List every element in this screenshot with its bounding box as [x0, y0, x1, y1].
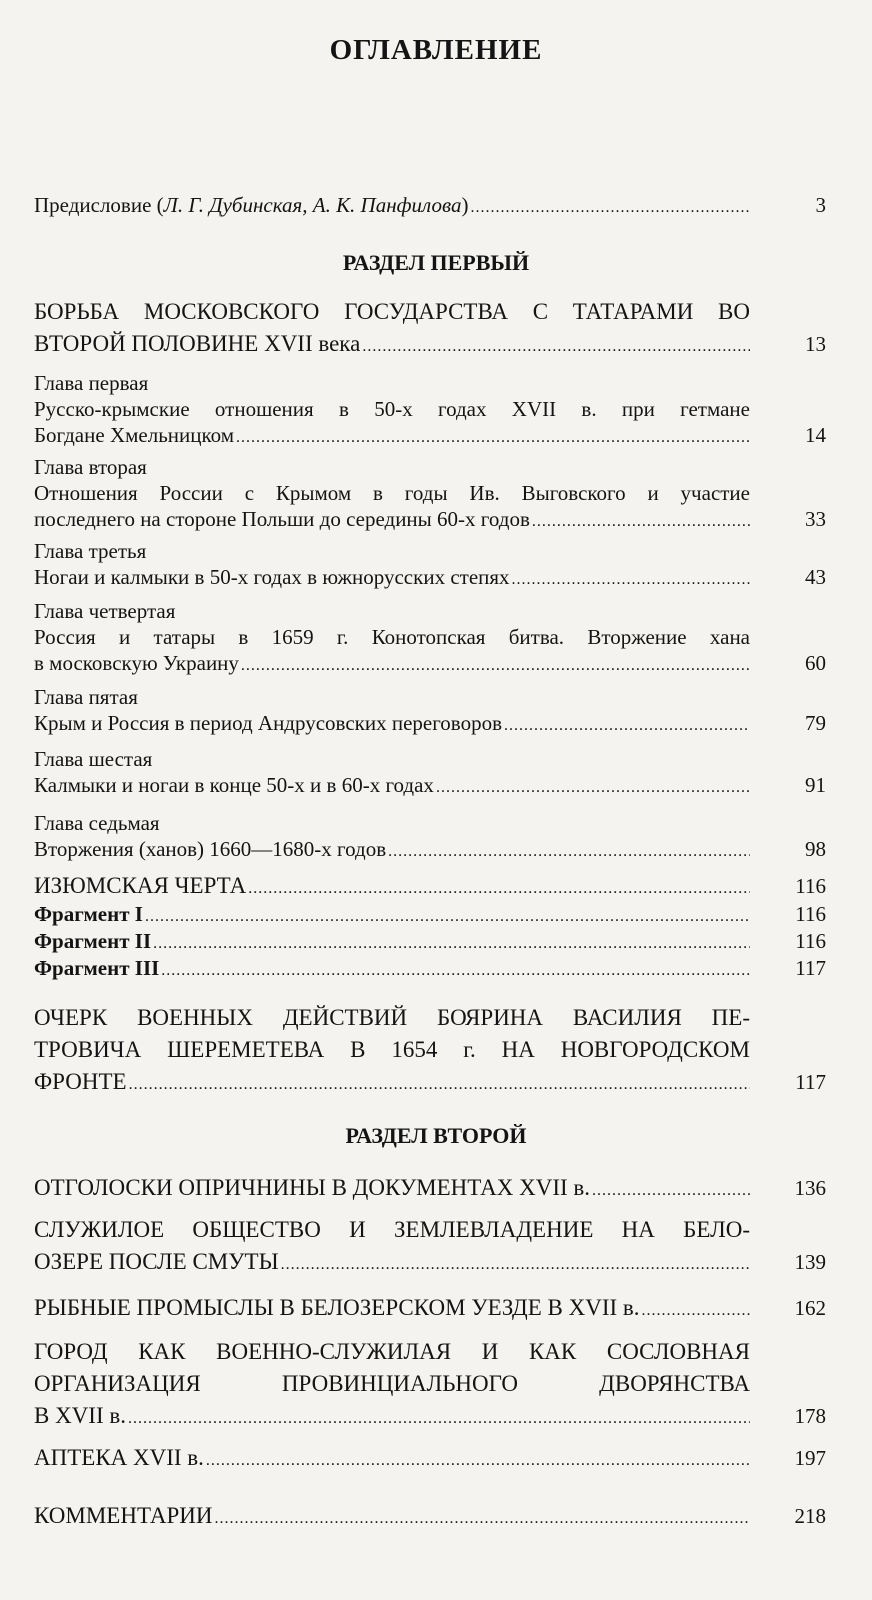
page-number: 13	[805, 332, 826, 356]
toc-entry-chapter-3[interactable]	[34, 538, 826, 590]
toc-entry-pharmacy[interactable]	[34, 1442, 826, 1474]
entry-line: ОРГАНИЗАЦИЯ ПРОВИНЦИАЛЬНОГО ДВОРЯНСТВА	[34, 1371, 750, 1396]
toc-entry-part-1[interactable]	[34, 296, 826, 360]
toc-entry-beloozero[interactable]	[34, 1214, 826, 1278]
page-number: 43	[805, 565, 826, 589]
leader-dots	[161, 958, 750, 984]
page-number: 98	[805, 837, 826, 861]
leader-dots	[129, 1069, 750, 1101]
leader-dots	[153, 931, 750, 957]
toc-entry-fragment-2[interactable]	[34, 928, 826, 954]
leader-dots	[281, 1249, 750, 1281]
entry-line: Калмыки и ногаи в конце 50-х и в 60-х годах	[34, 773, 434, 797]
entry-line: ИЗЮМСКАЯ ЧЕРТА	[34, 873, 247, 898]
entry-line: АПТЕКА XVII в.	[34, 1445, 204, 1470]
leader-dots	[592, 1175, 750, 1207]
chapter-label: Глава пятая	[34, 685, 138, 709]
entry-line: РЫБНЫЕ ПРОМЫСЛЫ В БЕЛОЗЕРСКОМ УЕЗДЕ В XVII в.	[34, 1295, 640, 1320]
toc-entry-izyum[interactable]	[34, 872, 826, 900]
entry-line: Крым и Россия в период Андрусовских переговоров	[34, 711, 502, 735]
toc-entry-fragment-1[interactable]	[34, 901, 826, 927]
page-number: 162	[794, 1296, 826, 1320]
entry-line: ОЧЕРК ВОЕННЫХ ДЕЙСТВИЙ БОЯРИНА ВАСИЛИЯ ПЕ-	[34, 1005, 750, 1030]
page-number: 136	[794, 1176, 826, 1200]
entry-line: в московскую Украину	[34, 651, 239, 675]
leader-dots	[642, 1295, 750, 1327]
entry-line: ОТГОЛОСКИ ОПРИЧНИНЫ В ДОКУМЕНТАХ XVII в.	[34, 1175, 591, 1200]
entry-line: Богдане Хмельницком	[34, 423, 235, 447]
page-number: 117	[795, 956, 826, 980]
leader-dots	[248, 875, 750, 903]
chapter-label: Глава шестая	[34, 747, 153, 771]
page-number: 117	[795, 1070, 826, 1094]
leader-dots	[512, 567, 750, 593]
leader-dots	[388, 839, 750, 865]
leader-dots	[532, 509, 750, 535]
page-number: 60	[805, 651, 826, 675]
entry-line: Отношения России с Крымом в годы Ив. Выговского и участие	[34, 481, 750, 505]
leader-dots	[241, 653, 750, 679]
toc-entry-chapter-7[interactable]	[34, 810, 826, 862]
page-number: 116	[795, 874, 826, 898]
preface-prefix: Предисловие (	[34, 193, 164, 217]
page-number: 197	[794, 1446, 826, 1470]
page-title: ОГЛАВЛЕНИЕ	[329, 34, 543, 66]
chapter-label: Глава третья	[34, 539, 147, 563]
page-number: 139	[794, 1250, 826, 1274]
chapter-label: Глава седьмая	[34, 811, 160, 835]
entry-line: ГОРОД КАК ВОЕННО-СЛУЖИЛАЯ И КАК СОСЛОВНАЯ	[34, 1339, 750, 1364]
entry-line: Фрагмент II	[34, 929, 152, 953]
section-heading-2: РАЗДЕЛ ВТОРОЙ	[345, 1123, 527, 1148]
chapter-label: Глава четвертая	[34, 599, 176, 623]
entry-line: Вторжения (ханов) 1660—1680-х годов	[34, 837, 387, 861]
section-heading-1: РАЗДЕЛ ПЕРВЫЙ	[342, 250, 530, 275]
leader-dots	[470, 195, 750, 221]
entry-line: Фрагмент III	[34, 956, 160, 980]
preface-suffix: )	[461, 193, 469, 217]
page-number: 218	[794, 1504, 826, 1528]
leader-dots	[128, 1403, 750, 1435]
leader-dots	[436, 775, 750, 801]
toc-entry-comments[interactable]	[34, 1500, 826, 1532]
leader-dots	[206, 1445, 750, 1477]
entry-line: Ногаи и калмыки в 50-х годах в южнорусских степях	[34, 565, 510, 589]
preface-authors: Л. Г. Дубинская, А. К. Панфилова	[163, 193, 462, 217]
leader-dots	[214, 1503, 750, 1535]
leader-dots	[145, 904, 750, 930]
entry-line: БОРЬБА МОСКОВСКОГО ГОСУДАРСТВА С ТАТАРАМИ ВО	[34, 299, 750, 324]
toc-entry-chapter-4[interactable]	[34, 598, 826, 676]
toc-entry-essay[interactable]	[34, 1002, 826, 1098]
entry-line: Русско-крымские отношения в 50-х годах XVII в. при гетмане	[34, 397, 750, 421]
chapter-label: Глава первая	[34, 371, 149, 395]
entry-line: Россия и татары в 1659 г. Конотопская битва. Вторжение хана	[34, 625, 750, 649]
entry-line: В XVII в.	[34, 1403, 126, 1428]
leader-dots	[362, 331, 750, 363]
entry-line: ВТОРОЙ ПОЛОВИНЕ XVII века	[34, 331, 361, 356]
chapter-label: Глава вторая	[34, 455, 147, 479]
toc-entry-fisheries[interactable]	[34, 1292, 826, 1324]
toc-entry-chapter-6[interactable]	[34, 746, 826, 798]
toc-entry-city[interactable]	[34, 1336, 826, 1432]
toc-entry-fragment-3[interactable]	[34, 955, 826, 981]
page-number: 116	[795, 929, 826, 953]
leader-dots	[236, 425, 750, 451]
entry-line: ТРОВИЧА ШЕРЕМЕТЕВА В 1654 г. НА НОВГОРОДСКОМ	[34, 1037, 750, 1062]
toc-entry-oprichnina[interactable]	[34, 1172, 826, 1204]
entry-line: ФРОНТЕ	[34, 1069, 127, 1094]
entry-line: ОЗЕРЕ ПОСЛЕ СМУТЫ	[34, 1249, 279, 1274]
page-number: 116	[795, 902, 826, 926]
entry-line: СЛУЖИЛОЕ ОБЩЕСТВО И ЗЕМЛЕВЛАДЕНИЕ НА БЕЛО-	[34, 1217, 750, 1242]
page-number: 79	[805, 711, 826, 735]
toc-entry-preface[interactable]	[34, 192, 826, 218]
page-number: 33	[805, 507, 826, 531]
entry-line: Фрагмент I	[34, 902, 143, 926]
page-number: 91	[805, 773, 826, 797]
page-number: 3	[815, 193, 826, 217]
entry-line: последнего на стороне Польши до середины 60-х годов	[34, 507, 530, 531]
toc-entry-chapter-1[interactable]	[34, 370, 826, 448]
page-number: 14	[805, 423, 826, 447]
entry-line: КОММЕНТАРИИ	[34, 1503, 213, 1528]
page-number: 178	[794, 1404, 826, 1428]
toc-entry-chapter-5[interactable]	[34, 684, 826, 736]
toc-entry-chapter-2[interactable]	[34, 454, 826, 532]
leader-dots	[504, 713, 750, 739]
